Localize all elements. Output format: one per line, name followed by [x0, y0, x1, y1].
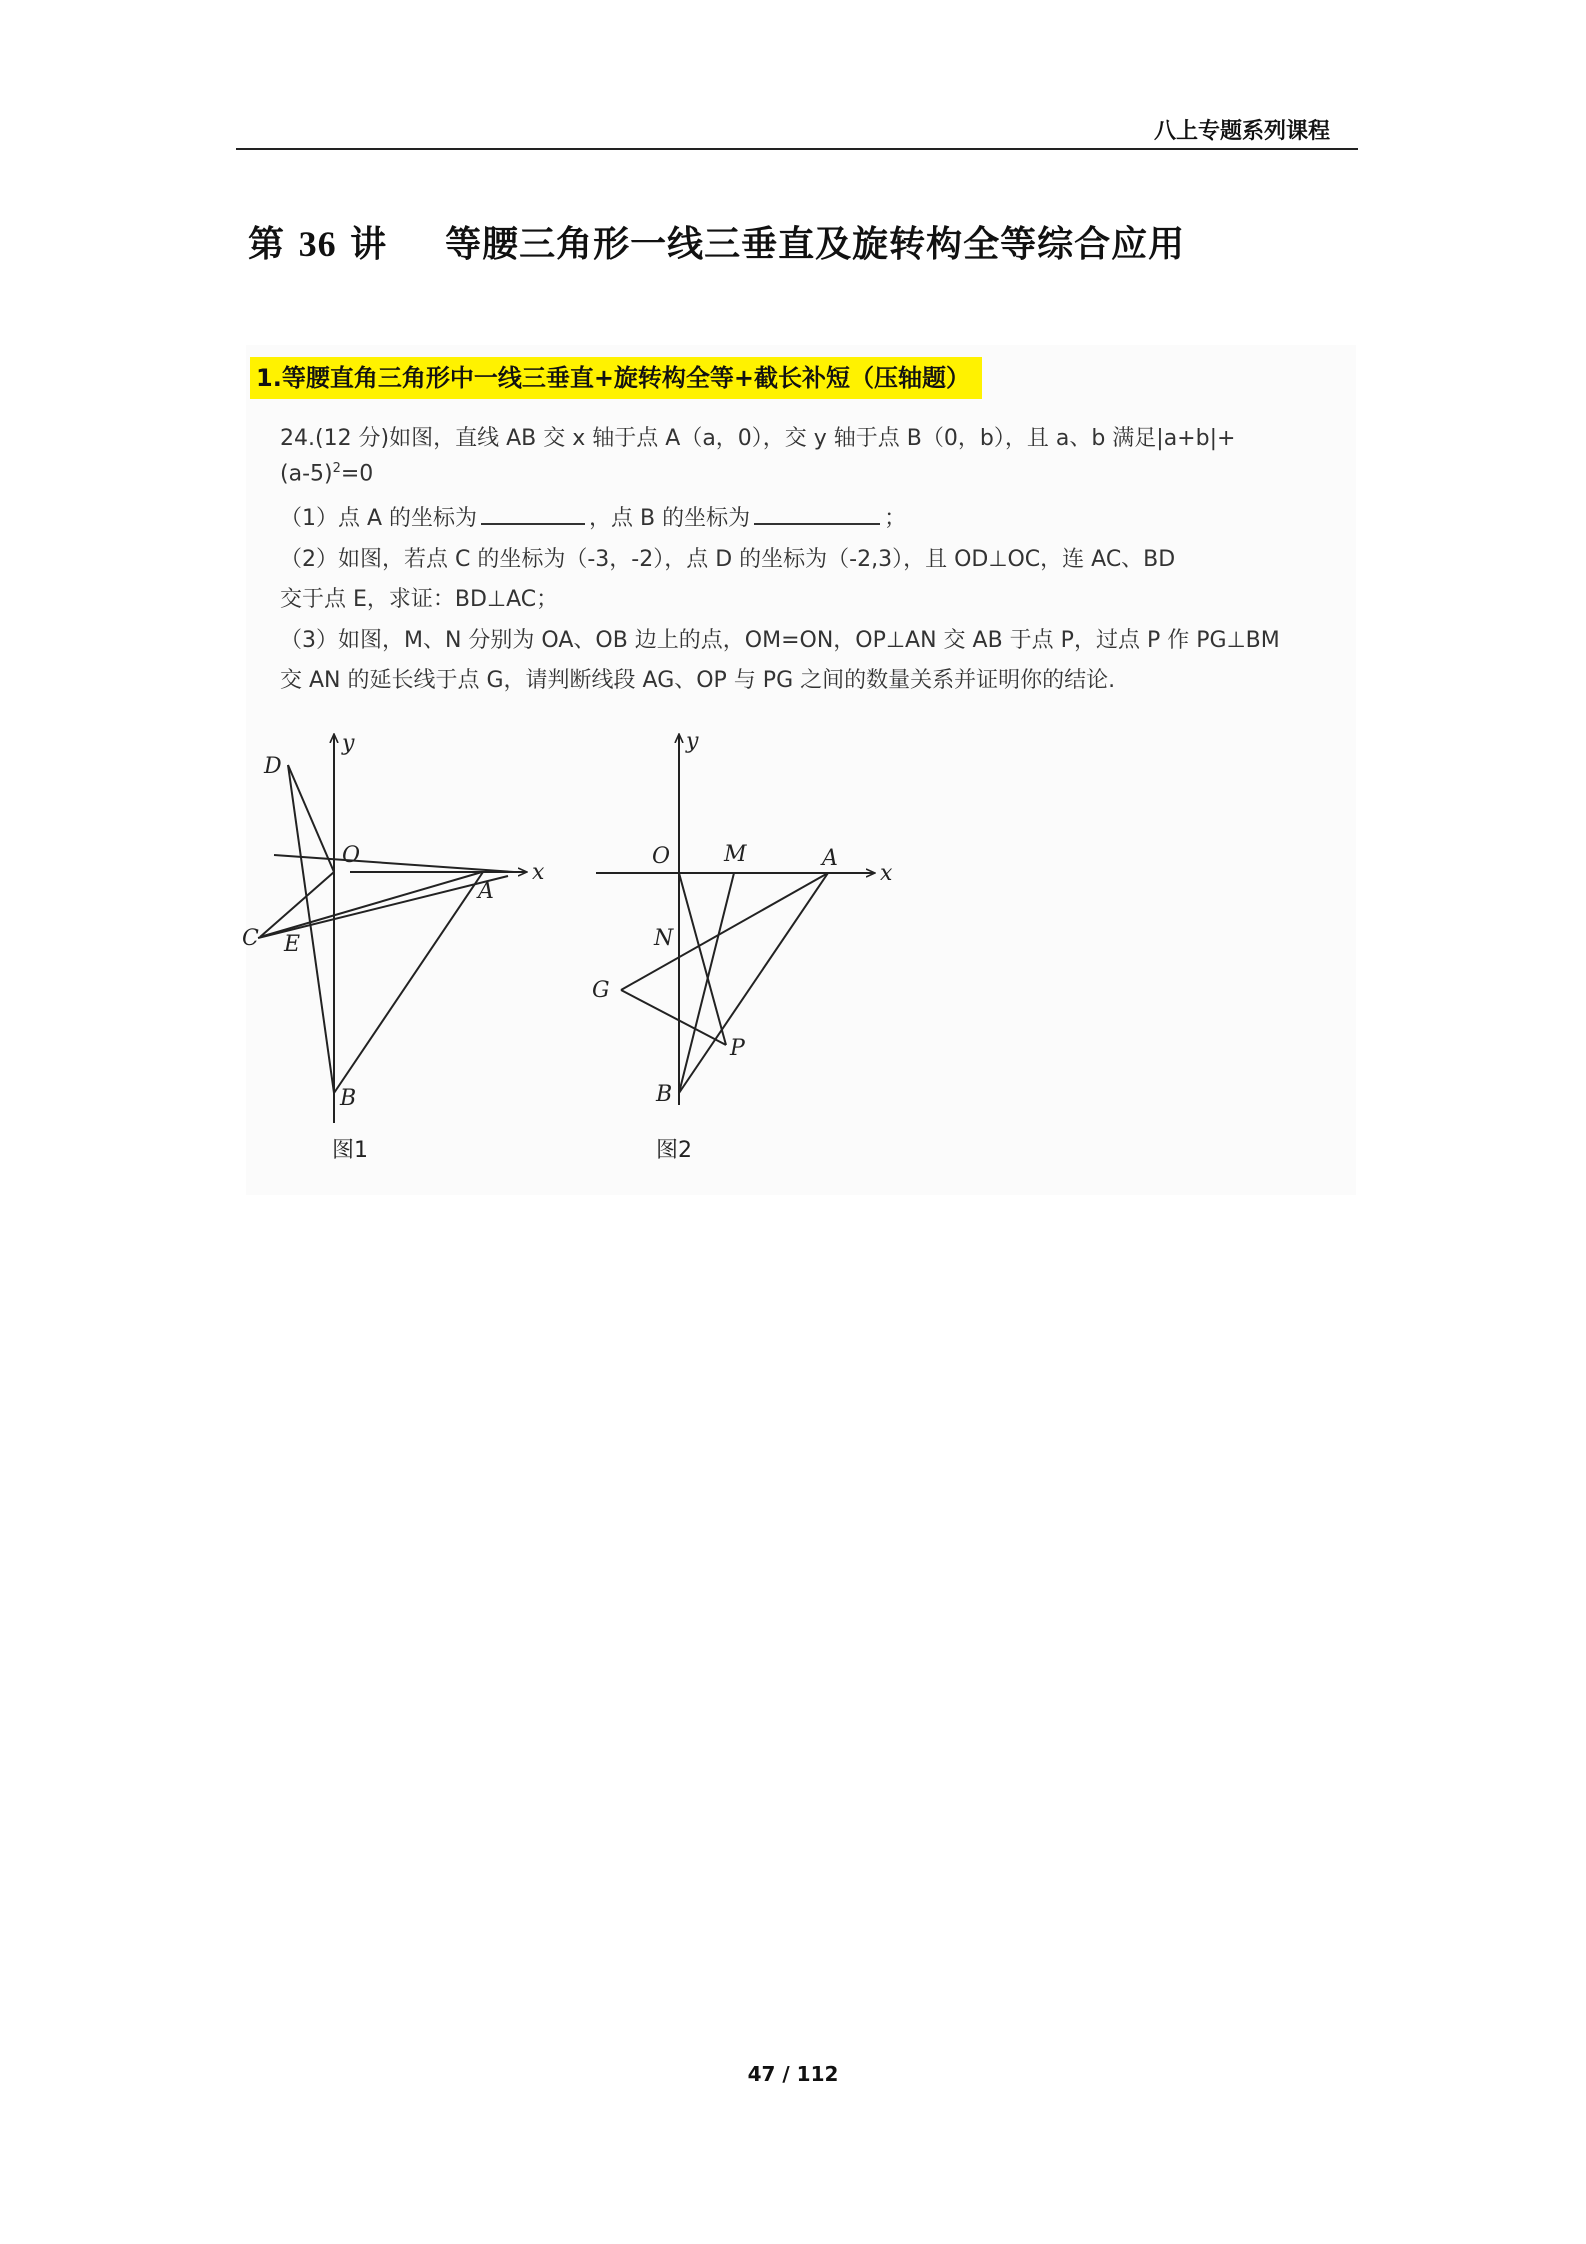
lecture-number: 36	[298, 224, 337, 264]
geometry-figures	[242, 345, 1356, 1195]
fig1-label-c: C	[242, 926, 259, 951]
fig1-line-oc	[260, 872, 334, 937]
fig2-line-gp	[621, 990, 726, 1045]
fig1-label-x: x	[532, 860, 545, 885]
fig2-label-y: y	[686, 729, 699, 754]
title-suffix: 讲	[350, 223, 388, 265]
problem-image	[242, 345, 1356, 1195]
problem-line-1: 24.(12 分)如图，直线 AB 交 x 轴于点 A（a，0），交 y 轴于点 B（0，b），且 a、b 满足|a+b|+	[280, 426, 1236, 451]
question-2-line-2: 交于点 E，求证：BD⊥AC；	[280, 587, 559, 612]
q1-text-a: （1）点 A 的坐标为	[280, 506, 478, 531]
fig2-caption: 图2	[656, 1138, 692, 1163]
course-name: 八上专题系列课程	[1153, 119, 1330, 144]
problem-heading: 1.等腰直角三角形中一线三垂直+旋转构全等+截长补短（压轴题）	[250, 357, 982, 399]
question-3-line-2: 交 AN 的延长线于点 G，请判断线段 AG、OP 与 PG 之间的数量关系并证明你的结论.	[280, 668, 1116, 693]
page-header	[236, 108, 1358, 150]
equation-exponent: 2	[332, 461, 341, 476]
fig2-label-g: G	[592, 978, 610, 1003]
fig2-line-ag	[621, 873, 828, 990]
fig2-label-n: N	[654, 926, 674, 951]
fig1-label-b: B	[340, 1086, 357, 1111]
fig1-label-a: A	[478, 879, 494, 904]
fig1-segment-da	[274, 855, 514, 872]
fig2-label-m: M	[724, 842, 747, 867]
fig2-label-p: P	[730, 1036, 745, 1061]
q1-text-c: ；	[884, 506, 907, 531]
page-total: 112	[796, 2062, 839, 2086]
fig1-line-ca	[260, 872, 482, 937]
fig1-label-y: y	[342, 731, 355, 756]
fig1-caption: 图1	[332, 1138, 368, 1163]
equation-part-b: =0	[340, 461, 374, 487]
fig2-label-a: A	[822, 846, 838, 871]
question-3-line-1: （3）如图，M、N 分别为 OA、OB 边上的点，OM=ON，OP⊥AN 交 AB 于点 P，过点 P 作 PG⊥BM	[280, 628, 1280, 653]
fig2-label-o: O	[652, 844, 671, 869]
page-footer	[0, 2062, 1586, 2086]
title-prefix: 第	[248, 223, 286, 265]
page-number: 47	[747, 2062, 776, 2086]
q1-text-b: ，点 B 的坐标为	[589, 506, 751, 531]
lecture-title	[248, 216, 1185, 267]
fig1-label-o: O	[342, 843, 361, 868]
lecture-topic: 等腰三角形一线三垂直及旋转构全等综合应用	[445, 223, 1186, 265]
fig2-label-b: B	[656, 1082, 673, 1107]
question-2-line-1: （2）如图，若点 C 的坐标为（-3，-2），点 D 的坐标为（-2,3），且 OD⊥OC，连 AC、BD	[280, 547, 1176, 572]
equation-part-a: (a-5)	[280, 461, 333, 487]
figure-1	[258, 735, 526, 1123]
fig2-line-op	[679, 873, 726, 1045]
page-separator: /	[782, 2062, 790, 2086]
fig2-line-ab	[679, 873, 828, 1093]
fig2-label-x: x	[880, 861, 893, 886]
fig1-label-e: E	[284, 932, 301, 957]
fig1-label-d: D	[264, 754, 282, 779]
fig1-segment-ab	[334, 872, 483, 1093]
